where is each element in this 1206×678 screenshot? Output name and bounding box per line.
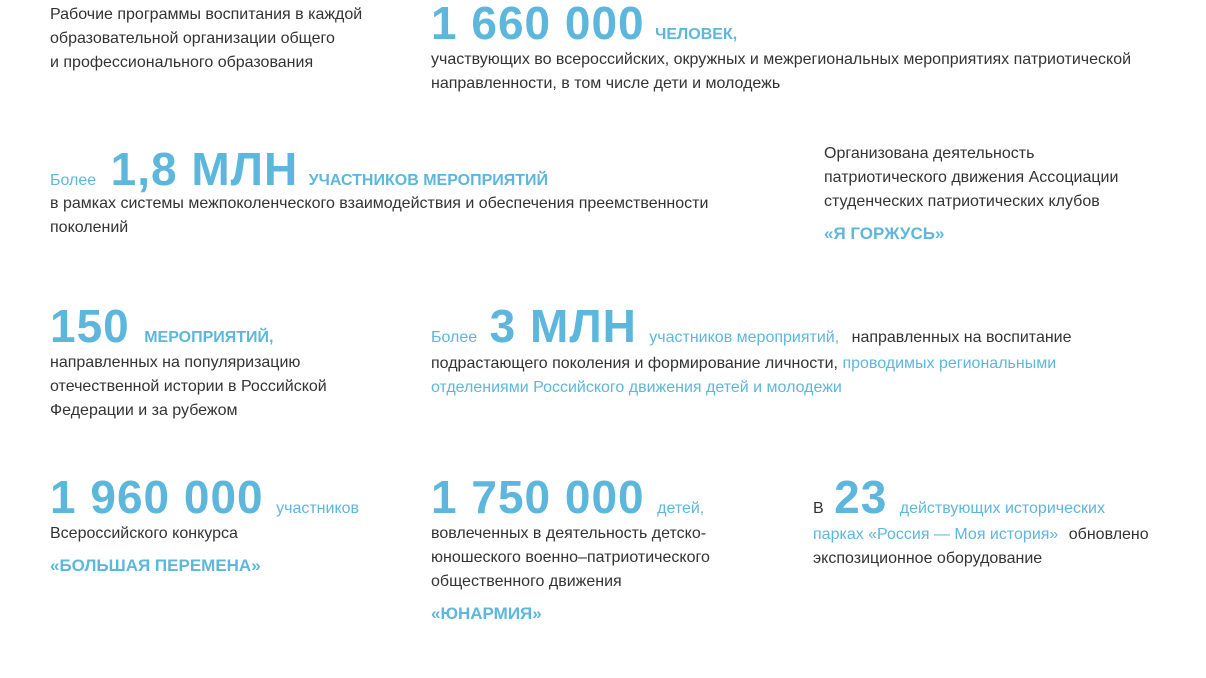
stat-number: 1,8 МЛН (110, 143, 299, 195)
stat-text-line: студенческих патриотических клубов (824, 193, 1100, 210)
stat-prefix: Более (431, 329, 478, 346)
stat-quote-link[interactable]: «БОЛЬШАЯ ПЕРЕМЕНА» (50, 556, 261, 575)
stat-headline (431, 300, 1072, 352)
stat-number: 1 750 000 (431, 471, 645, 523)
stat-text-line: Федерации и за рубежом (50, 402, 238, 419)
stat-unit: участников (276, 500, 360, 517)
stat-prefix: Более (50, 172, 97, 189)
stat-big-change-contest (50, 471, 360, 576)
stat-number: 3 МЛН (489, 300, 637, 352)
stat-text-line: экспозиционное оборудование (813, 550, 1043, 567)
stat-text-line: Всероссийского конкурса (50, 525, 238, 542)
stat-text-line: подрастающего поколения и формирование личности, (431, 355, 838, 372)
stat-text-line: патриотического движения Ассоциации (824, 169, 1119, 186)
stat-history-parks (813, 471, 1149, 571)
stat-text-line: участвующих во всероссийских, окружных и межрегиональных мероприятиях патриотической (431, 51, 1132, 68)
stat-unit: действующих исторических (899, 500, 1105, 517)
stat-text-line: Рабочие программы воспитания в каждой (50, 6, 363, 23)
stat-headline (50, 143, 708, 195)
stat-unit: МЕРОПРИЯТИЙ, (144, 329, 274, 346)
stat-participants-patriotic (431, 0, 1131, 96)
stat-text-line: обновлено (1068, 526, 1149, 543)
stat-tail: направленных на воспитание (851, 329, 1072, 346)
stat-text-line: направленности, в том числе дети и молодежь (431, 75, 781, 92)
stat-headline (50, 471, 360, 523)
stat-text-line: вовлеченных в деятельность детско- (431, 525, 707, 542)
stat-headline (431, 471, 710, 523)
stat-youth-movement (431, 300, 1072, 400)
stat-number: 150 (50, 300, 130, 352)
stat-headline (50, 300, 327, 352)
stat-number: 1 960 000 (50, 471, 264, 523)
stat-text-line: отечественной истории в Российской (50, 378, 327, 395)
stat-unit: детей, (657, 500, 705, 517)
stat-number: 23 (834, 471, 888, 523)
stat-accent-link[interactable]: отделениями Российского движения детей и молодежи (431, 379, 842, 396)
stat-quote-link[interactable]: «Я ГОРЖУСЬ» (824, 224, 945, 243)
stat-headline (813, 471, 1149, 523)
stat-work-programs (50, 3, 362, 75)
stat-accent-link[interactable]: парках «Россия — Моя история» (813, 526, 1059, 543)
stat-text-line: образовательной организации общего (50, 30, 335, 47)
stat-quote-link[interactable]: «ЮНАРМИЯ» (431, 604, 542, 623)
stat-history-events (50, 300, 327, 423)
stat-headline (431, 0, 1131, 49)
stat-intergenerational (50, 143, 709, 240)
stat-text-line: поколений (50, 219, 129, 236)
stat-unit: УЧАСТНИКОВ МЕРОПРИЯТИЙ (308, 172, 549, 189)
stat-prefix: В (813, 500, 824, 517)
stat-unit: ЧЕЛОВЕК, (655, 26, 738, 43)
stat-text-line: юношеского военно–патриотического (431, 549, 710, 566)
stat-unit: участников мероприятий, (649, 329, 840, 346)
stat-accent-link[interactable]: проводимых региональными (842, 355, 1057, 372)
stat-text-line: направленных на популяризацию (50, 354, 301, 371)
stat-text-line: Организована деятельность (824, 145, 1035, 162)
stat-student-clubs (824, 142, 1118, 244)
stat-number: 1 660 000 (431, 0, 645, 49)
stat-text-line: в рамках системы межпоколенческого взаимодействия и обеспечения преемственности (50, 195, 709, 212)
stat-text-line: и профессионального образования (50, 54, 314, 71)
stat-text-line: общественного движения (431, 573, 622, 590)
stat-yunarmiya (431, 471, 710, 624)
